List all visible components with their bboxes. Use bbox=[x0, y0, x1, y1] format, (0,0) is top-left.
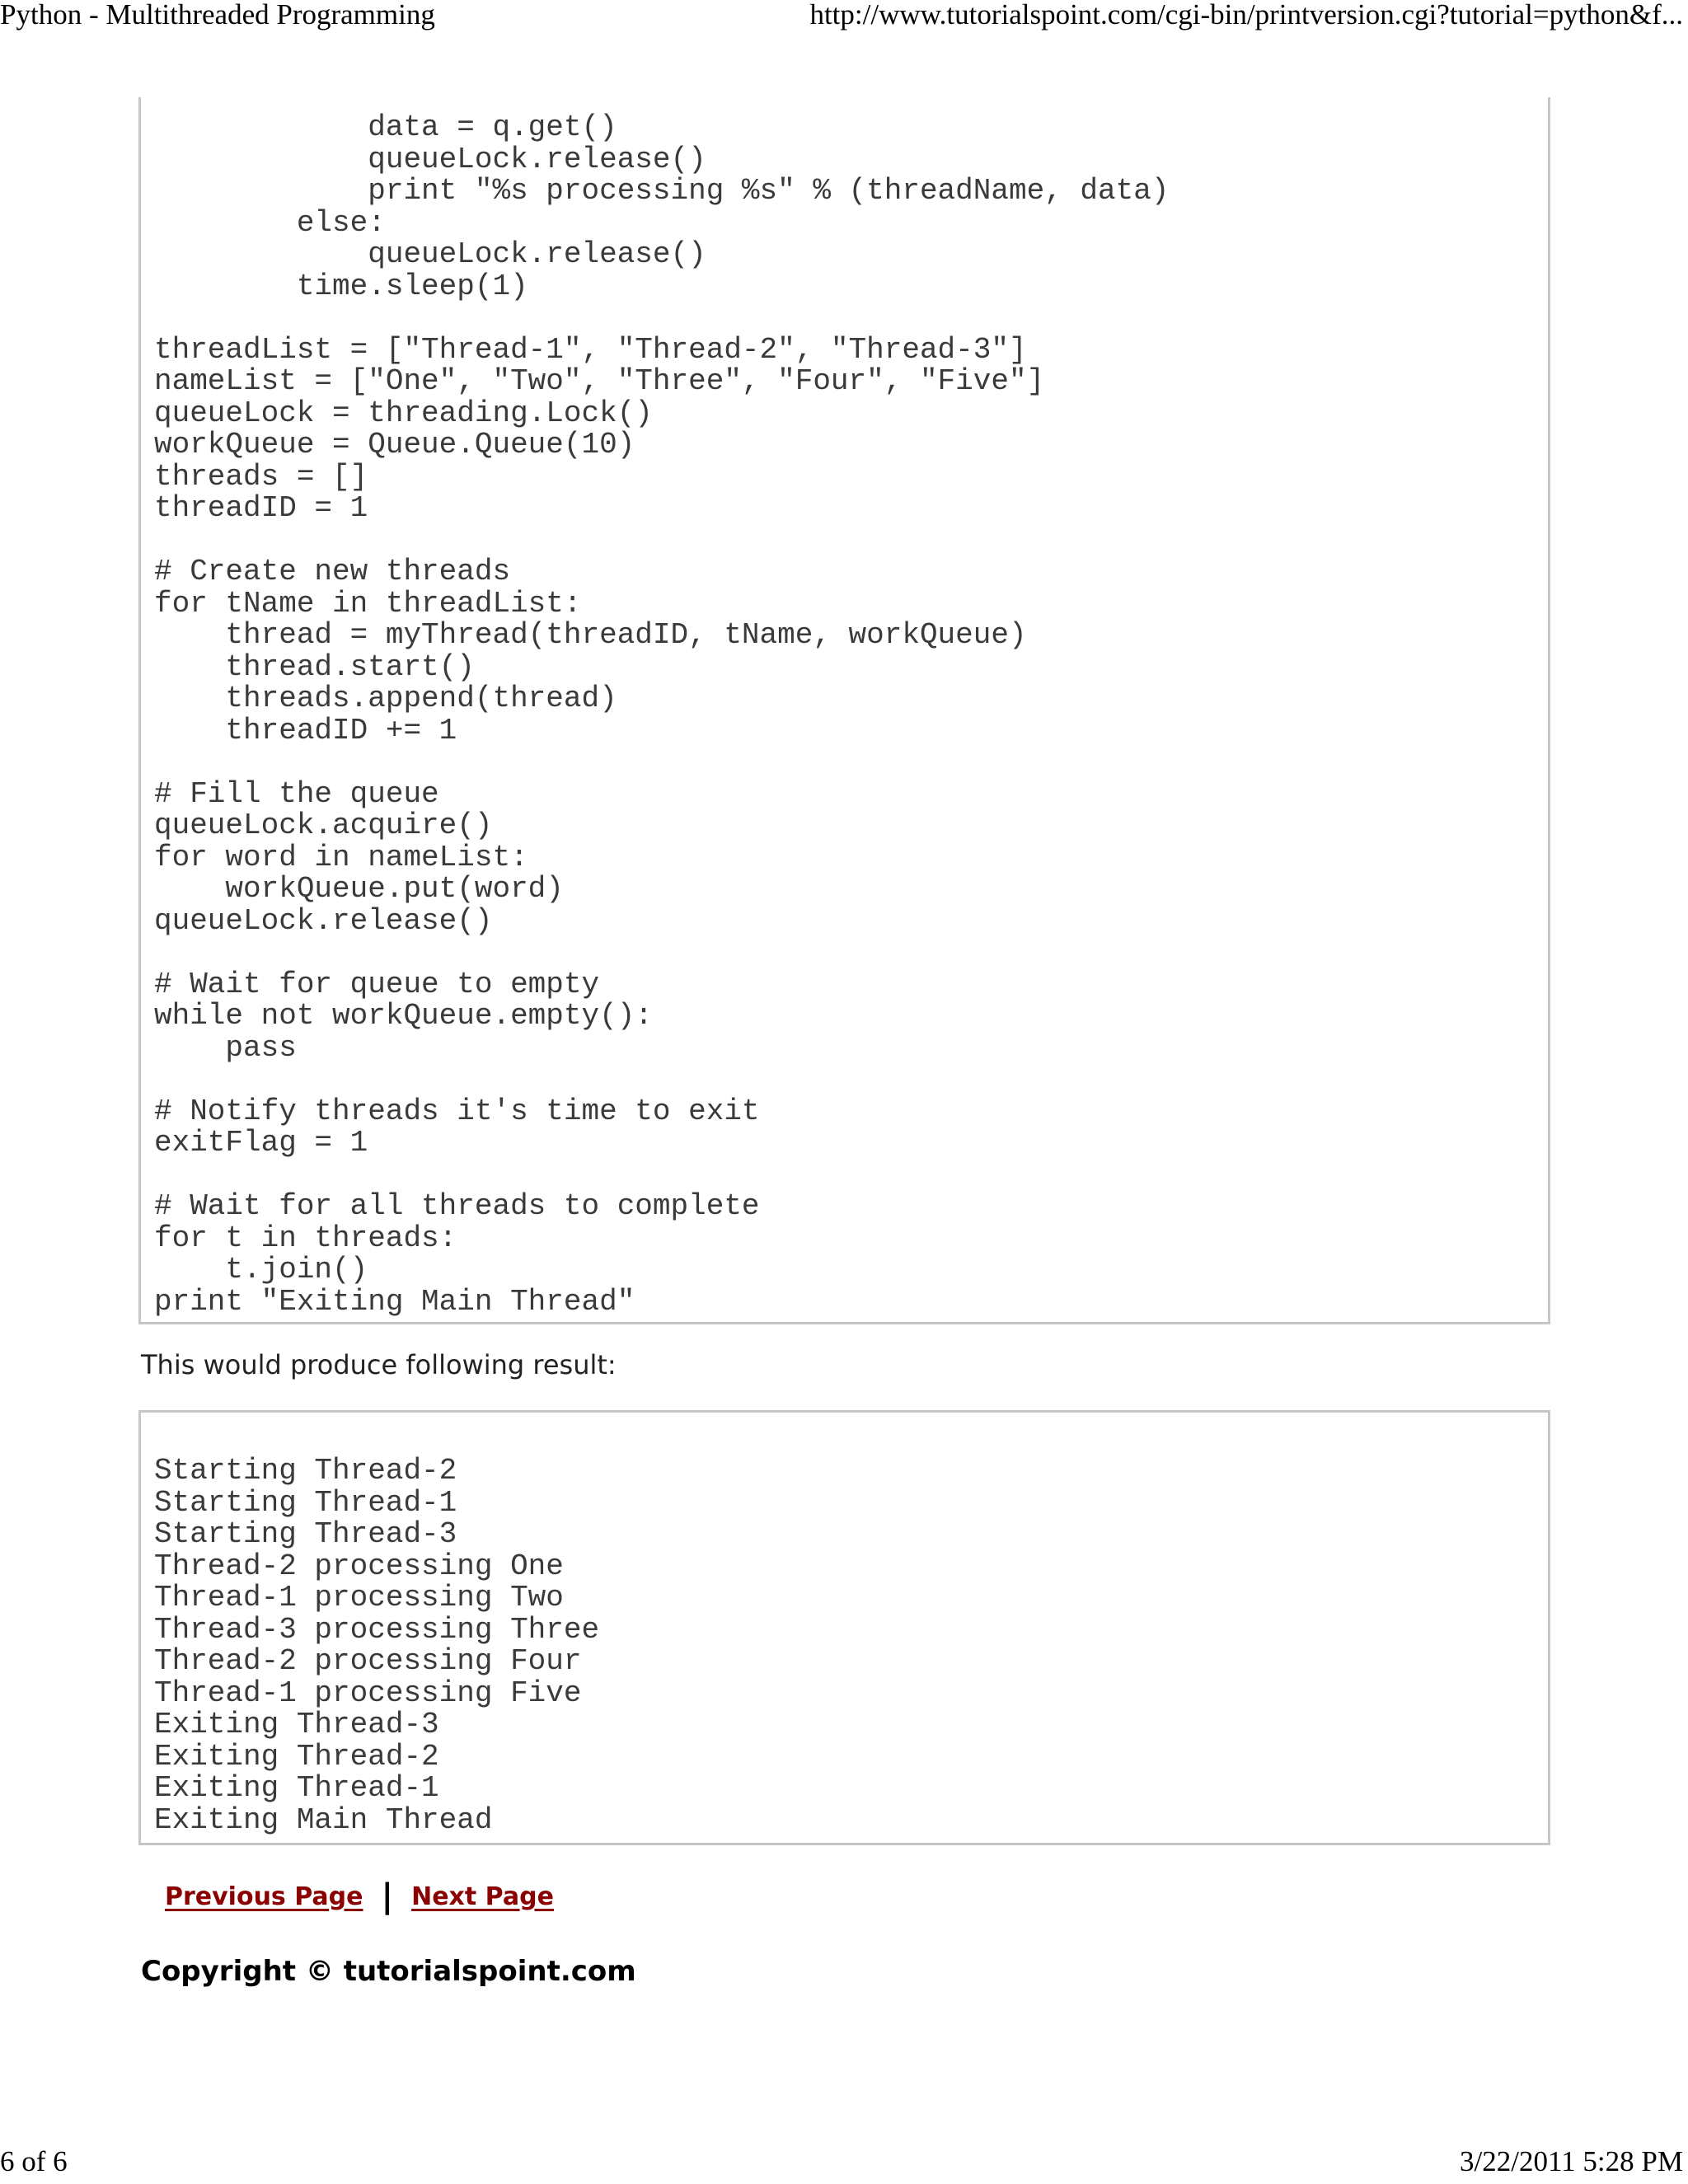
page-header-title: Python - Multithreaded Programming bbox=[0, 0, 435, 30]
page-navigation bbox=[165, 1877, 554, 1915]
code-listing: data = q.get() queueLock.release() print "%s processing %s" % (threadName, data) else: queueLock.release() time.sleep(1) threadList = ["Thread-1", "Thread-2", "Thread-3"] nameList = ["One", "Two", "Three", "Four", "Five"] queueLock = threading.Lock() workQueue = Queue.Queue(10) threads = [] threadID = 1 # Create new threads for tName in threadList: thread = myThread(threadID, tName, workQueue) thread.start() threads.append(thread) threadID += 1 # Fill the queue queueLock.acquire() for word in nameList: workQueue.put(word) queueLock.release() # Wait for queue to empty while not workQueue.empty(): pass # Notify threads it's time to exit exitFlag = 1 # Wait for all threads to complete for t in threads: t.join() print "Exiting Main Thread" bbox=[154, 110, 1170, 1319]
page-header-url: http://www.tutorialspoint.com/cgi-bin/printversion.cgi?tutorial=python&f... bbox=[809, 0, 1683, 30]
copyright-text: Copyright © tutorialspoint.com bbox=[141, 1955, 636, 1988]
nav-separator: | bbox=[381, 1877, 394, 1915]
output-listing: Starting Thread-2 Starting Thread-1 Starting Thread-3 Thread-2 processing One Thread-1 processing Two Thread-3 processing Three Thread-2 processing Four Thread-1 processing Five Exiting Thread-3 Exiting Thread-2 Exiting Thread-1 Exiting Main Thread bbox=[154, 1454, 600, 1837]
output-block bbox=[138, 1410, 1550, 1845]
print-timestamp: 3/22/2011 5:28 PM bbox=[1460, 2145, 1683, 2177]
page-indicator: 6 of 6 bbox=[0, 2145, 68, 2177]
result-intro-text: This would produce following result: bbox=[141, 1349, 617, 1380]
code-block bbox=[138, 97, 1550, 1324]
previous-page-link[interactable]: Previous Page bbox=[165, 1882, 363, 1911]
next-page-link[interactable]: Next Page bbox=[411, 1882, 554, 1911]
